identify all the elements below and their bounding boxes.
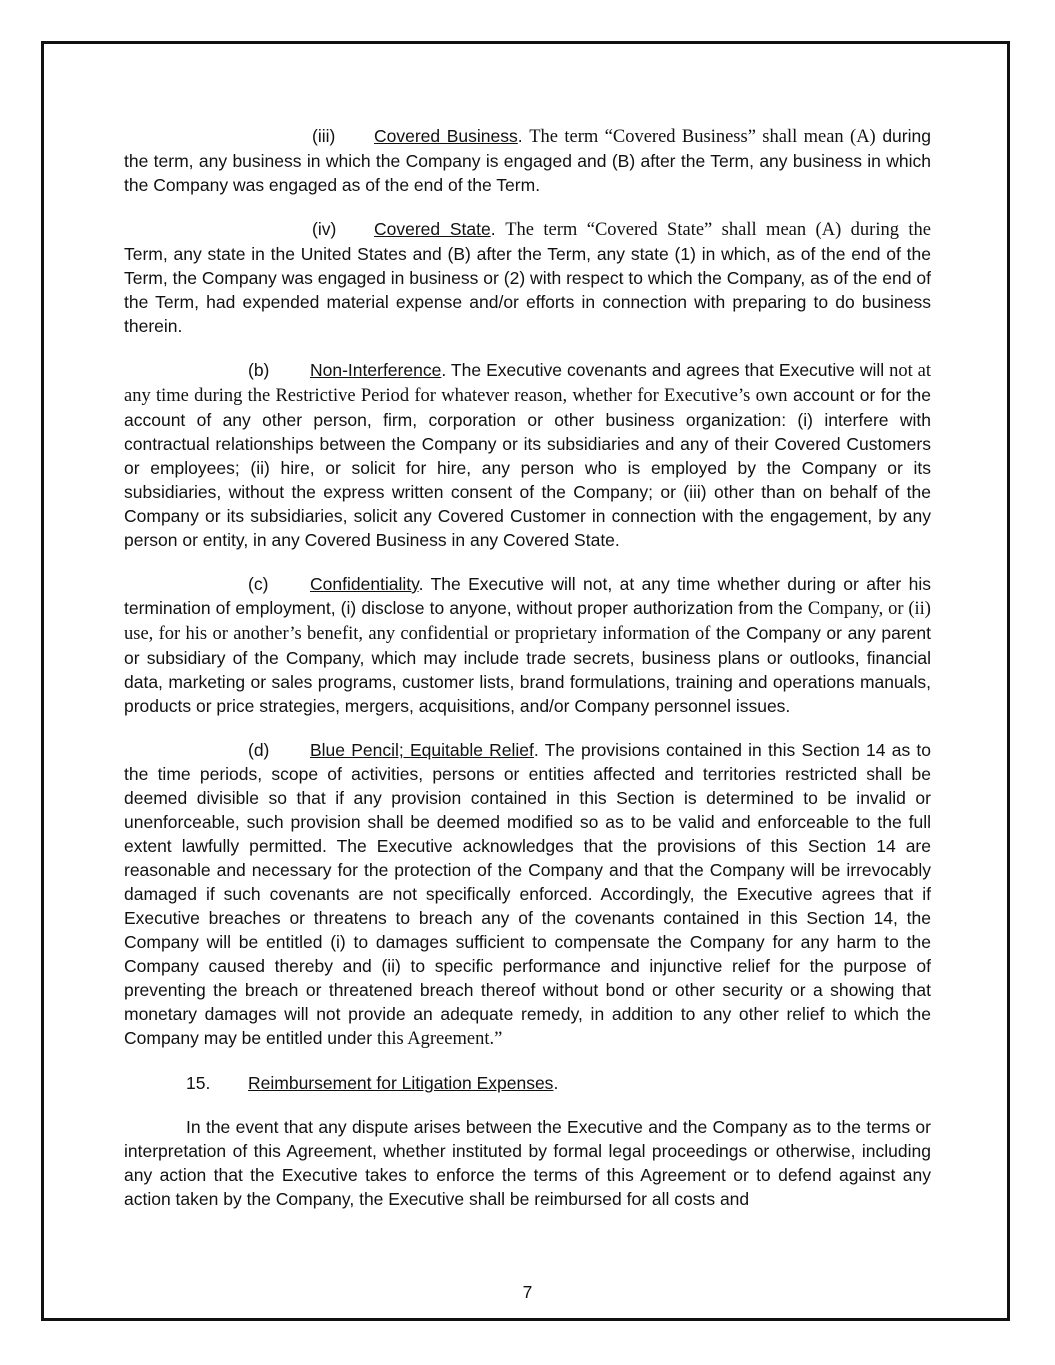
page-number: 7	[522, 1282, 533, 1302]
section-number: 15.	[186, 1073, 211, 1093]
clause-tail: this Agreement.”	[376, 1029, 503, 1049]
document-body	[124, 124, 931, 1231]
paragraph-blue-pencil: (d) Blue Pencil; Equitable Relief. The provisions contained in this Section 14 as to the time periods, scope of activities, persons or entities affected and territories restricted shall be deemed divisible so that if any provision contained in this Section is determined to be invalid or unenforceable, such provision shall be deemed modified so as to be valid and enforceable to the full extent lawfully permitted. The Executive acknowledges that the provisions of this Section 14 are reasonable and necessary for the protection of the Company and that the Company will be irrevocably damaged if such covenants are not specifically enforced. Accordingly, the Executive agrees that if Executive breaches or threatens to breach any of the covenants contained in this Section 14, the Company will be entitled (i) to damages sufficient to compensate the Company for any harm to the Company caused thereby and (ii) to specific performance and injunctive relief for the purpose of preventing the breach or threatened breach thereof without bond or other security or a showing that monetary damages will not provide an adequate remedy, in addition to any other relief to which the Company may be entitled under this Agreement.”	[124, 740, 931, 1049]
clause-body: during the term, any business in which the Company is engaged and (B) after the Term, any business in which the Company was engaged as of the end of the Term.	[124, 126, 931, 195]
clause-body: the Company or any parent or subsidiary of the Company, which may include trade secrets, business plans or outlooks, financial data, marketing or sales programs, customer lists, brand formulations, training and operations manuals, products or price strategies, mergers, acquisitions, and/or Company personnel issues.	[124, 623, 931, 716]
clause-heading: Covered Business	[374, 126, 518, 146]
clause-number: (iv)	[312, 219, 337, 239]
clause-lead: The term “Covered Business” shall mean (A)	[529, 127, 876, 147]
clause-lead: The term “Covered State” shall mean (A) during the	[505, 220, 931, 240]
paragraph-covered-state: (iv) Covered State. The term “Covered State” shall mean (A) during the Term, any state in the United States and (B) after the Term, any state (1) in which, as of the end of the Term, the Company was engaged in business or (2) with respect to which the Company, as of the end of the Term, had expended material expense and/or efforts in connection with preparing to do business therein.	[124, 219, 931, 336]
clause-heading: Confidentiality	[310, 574, 419, 594]
clause-number: (b)	[248, 360, 270, 380]
clause-heading: Blue Pencil; Equitable Relief	[310, 740, 534, 760]
clause-number: (iii)	[312, 126, 336, 146]
section-body: In the event that any dispute arises between the Executive and the Company as to the terms or interpretation of this Agreement, whether instituted by formal legal proceedings or otherwise, including any action that the Executive takes to enforce the terms of this Agreement or to defend against any action taken by the Company, the Executive shall be reimbursed for all costs and	[124, 1117, 931, 1209]
clause-serif-line: not at any time during the Restrictive Period for whatever reason, whether for Executive’s own	[124, 361, 931, 406]
clause-body: Term, any state in the United States and (B) after the Term, any state (1) in which, as of the end of the Term, the Company was engaged in business or (2) with respect to which the Company, as of the end of the Term, had expended material expense and/or efforts in connection with preparing to do business therein.	[124, 244, 931, 336]
section-15-heading: 15. Reimbursement for Litigation Expenses.	[186, 1073, 559, 1093]
clause-body: The provisions contained in this Section 14 as to the time periods, scope of activities, persons or entities affected and territories restricted shall be deemed divisible so that if any provision contained in this Section is determined to be invalid or unenforceable, such provision shall be deemed modified so as to be valid and enforceable to the full extent lawfully permitted. The Executive acknowledges that the provisions of this Section 14 are reasonable and necessary for the protection of the Company and that the Company will be irrevocably damaged if such covenants are not specifically enforced. Accordingly, the Executive agrees that if Executive breaches or threatens to breach any of the covenants contained in this Section 14, the Company will be entitled (i) to damages sufficient to compensate the Company for any harm to the Company caused thereby and (ii) to specific performance and injunctive relief for the purpose of preventing the breach or threatened breach thereof without bond or other security or a showing that monetary damages will not provide an adequate remedy, in addition to any other relief to which the Company may be entitled under	[124, 740, 931, 1048]
clause-heading: Covered State	[374, 219, 491, 239]
paragraph-reimbursement	[124, 1115, 931, 1211]
paragraph-confidentiality: (c) Confidentiality. The Executive will not, at any time whether during or after his termination of employment, (i) disclose to anyone, without proper authorization from the Company, or (ii) use, for his or another’s benefit, any confidential or proprietary information of the Company or any parent or subsidiary of the Company, which may include trade secrets, business plans or outlooks, financial data, marketing or sales programs, customer lists, brand formulations, training and operations manuals, products or price strategies, mergers, acquisitions, and/or Company personnel issues.	[124, 574, 931, 716]
section-title: Reimbursement for Litigation Expenses	[248, 1073, 554, 1093]
clause-serif-line: Company, or (ii) use, for his or another’s benefit, any confidential or proprietary information of	[124, 599, 931, 644]
clause-number: (d)	[248, 740, 270, 760]
clause-lead: The Executive will not, at any time whether during or after his termination of employment, (i) disclose to anyone, without proper authorization from the	[124, 574, 931, 618]
clause-heading: Non-Interference	[310, 360, 442, 380]
clause-body: account or for the account of any other person, firm, corporation or other business organization: (i) interfere with contractual relationships between the Company or its subsidiaries and any of their Covered Customers or employees; (ii) hire, or solicit for hire, any person who is employed by the Company or its subsidiaries, without the express written consent of the Company; or (iii) other than on behalf of the Company or its subsidiaries, solicit any Covered Customer in connection with the engagement, by any person or entity, in any Covered Business in any Covered State.	[124, 385, 931, 550]
paragraph-non-interference: (b) Non-Interference. The Executive covenants and agrees that Executive will not at any time during the Restrictive Period for whatever reason, whether for Executive’s own account or for the account of any other person, firm, corporation or other business organization: (i) interfere with contractual relationships between the Company or its subsidiaries and any of their Covered Customers or employees; (ii) hire, or solicit for hire, any person who is employed by the Company or its subsidiaries, without the express written consent of the Company; or (iii) other than on behalf of the Company or its subsidiaries, solicit any Covered Customer in connection with the engagement, by any person or entity, in any Covered Business in any Covered State.	[124, 360, 931, 550]
clause-number: (c)	[248, 574, 269, 594]
clause-lead: The Executive covenants and agrees that Executive will	[450, 360, 885, 380]
paragraph-covered-business: (iii) Covered Business. The term “Covered Business” shall mean (A) during the term, any business in which the Company is engaged and (B) after the Term, any business in which the Company was engaged as of the end of the Term.	[124, 126, 931, 195]
